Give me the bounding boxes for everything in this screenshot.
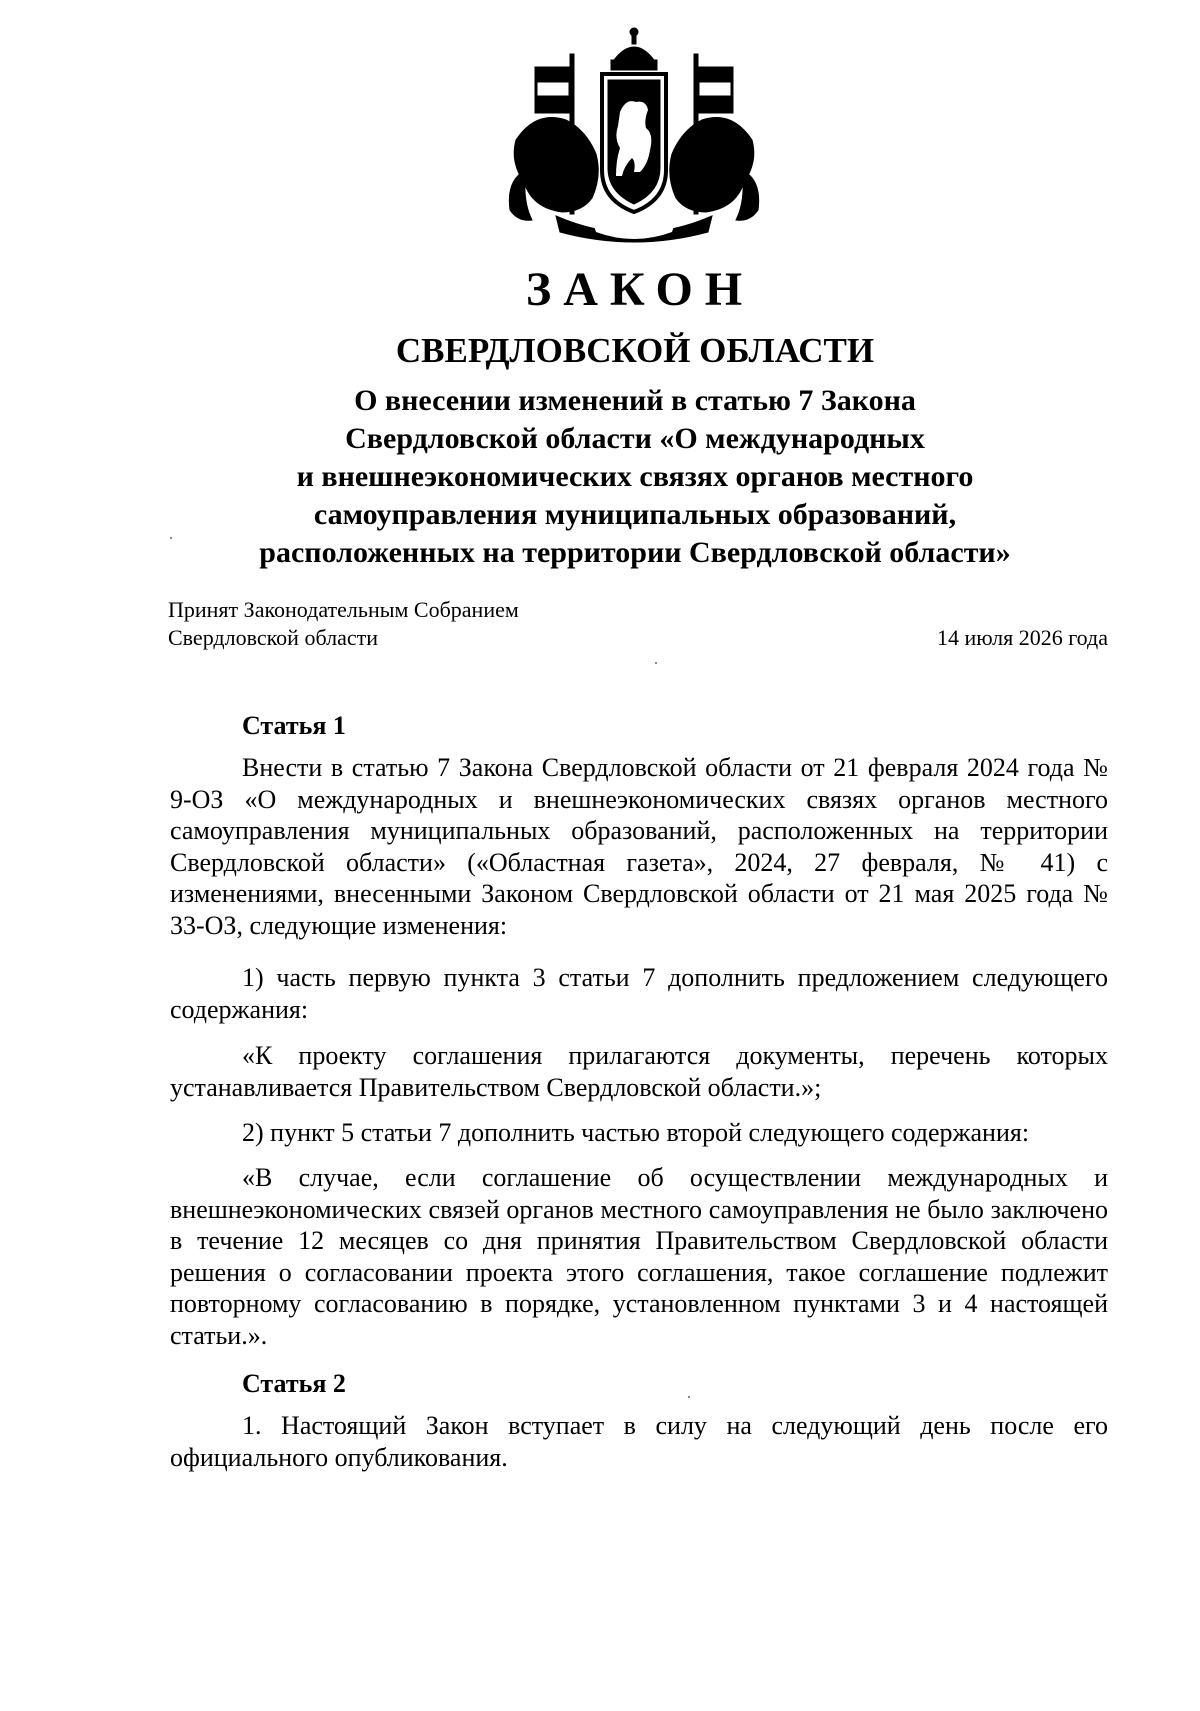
- article-2-paragraph: 1. Настоящий Закон вступает в силу на следующий день после его официального опубликования.: [170, 1411, 1108, 1472]
- scan-speck: [170, 537, 172, 539]
- law-subject-line: Свердловской области «О международных: [345, 422, 925, 455]
- region-title: СВЕРДЛОВСКОЙ ОБЛАСТИ: [395, 331, 875, 370]
- article-1-paragraph: 1) часть первую пункта 3 статьи 7 дополнить предложением следующего содержания:: [170, 963, 1108, 1024]
- adoption-line: Принят Законодательным Собранием: [168, 597, 519, 622]
- adoption-line: Свердловской области: [168, 625, 378, 650]
- scan-speck: [688, 1396, 690, 1398]
- scan-speck: [655, 662, 657, 664]
- coat-of-arms-icon: [496, 20, 772, 252]
- article-1-paragraph: Внести в статью 7 Закона Свердловской области от 21 февраля 2024 года № 9-ОЗ «О международных и внешнеэкономических связях органов местного самоуправления муниципальных образований, расположенных на территории Свердловской области» («Областная газета», 2024, 27 февраля, № 41) с изменениями, внесенными Законом Свердловской области от 21 мая 2025 года № 33-ОЗ, следующие изменения:: [170, 753, 1108, 940]
- article-1-paragraph: 2) пункт 5 статьи 7 дополнить частью второй следующего содержания:: [242, 1118, 1030, 1147]
- law-subject-line: расположенных на территории Свердловской области»: [259, 536, 1011, 569]
- law-subject: [0, 382, 1200, 572]
- adoption-body: [168, 596, 519, 652]
- law-subject-line: О внесении изменений в статью 7 Закона: [354, 384, 916, 417]
- article-2-heading: Статья 2: [242, 1369, 346, 1398]
- law-title: ЗАКОН: [525, 263, 755, 316]
- law-subject-line: и внешнеэкономических связях органов местного: [296, 460, 974, 493]
- article-1-heading: Статья 1: [242, 711, 346, 740]
- law-subject-line: самоуправления муниципальных образований,: [313, 498, 957, 531]
- adoption-date: 14 июля 2026 года: [936, 625, 1108, 650]
- article-1-paragraph: «В случае, если соглашение об осуществлении международных и внешнеэкономических связей органов местного самоуправления не было заключено в течение 12 месяцев со дня принятия Правительством Свердловской области решения о согласовании проекта этого соглашения, такое соглашение подлежит повторному согласованию в порядке, установленном пунктами 3 и 4 настоящей статьи.».: [170, 1163, 1108, 1350]
- article-1-paragraph: «К проекту соглашения прилагаются документы, перечень которых устанавливается Правительством Свердловской области.»;: [170, 1041, 1108, 1102]
